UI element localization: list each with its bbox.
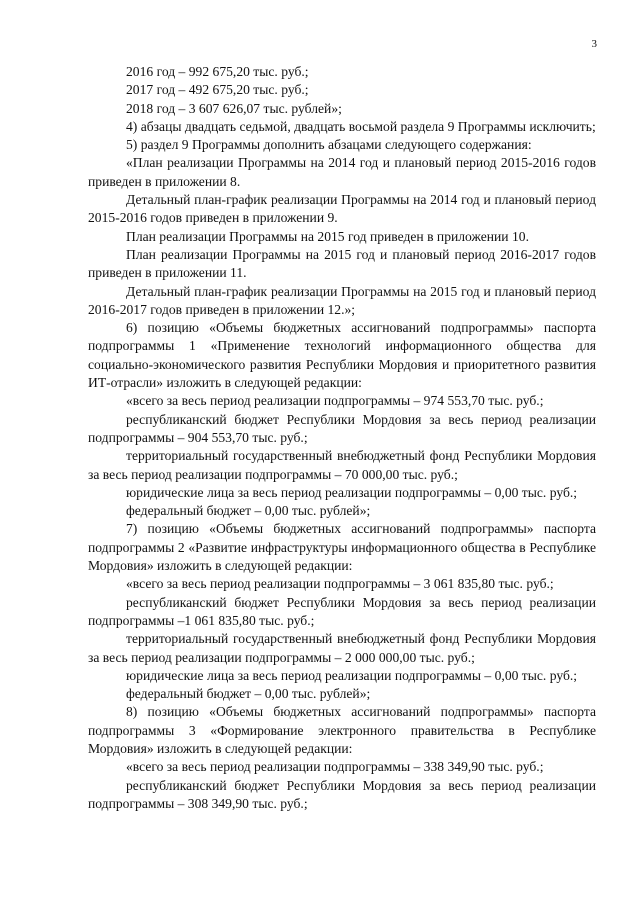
paragraph: 4) абзацы двадцать седьмой, двадцать восьмой раздела 9 Программы исключить; [126, 118, 596, 134]
paragraph: План реализации Программы на 2015 год приведен в приложении 10. [126, 228, 529, 244]
paragraph: «всего за весь период реализации подпрограммы – 974 553,70 тыс. руб.; [126, 393, 544, 409]
paragraph: «всего за весь период реализации подпрограммы – 3 061 835,80 тыс. руб.; [126, 576, 554, 592]
paragraph: территориальный государственный внебюджетный фонд Республики Мордовия за весь период реализации подпрограммы – 2 000 000,00 тыс. руб.; [88, 631, 596, 665]
paragraph: 2016 год – 992 675,20 тыс. руб.; [126, 64, 309, 79]
paragraph: 2018 год – 3 607 626,07 тыс. рублей»; [126, 100, 342, 116]
paragraph: 8) позицию «Объемы бюджетных ассигнований подпрограммы» паспорта подпрограммы 3 «Формирование электронного правительства в Республике Мордовия» изложить в следующей редакции: [88, 704, 596, 756]
page-number: 3 [591, 38, 597, 50]
paragraph: «План реализации Программы на 2014 год и плановый период 2015-2016 годов приведен в приложении 8. [88, 155, 596, 189]
paragraph: федеральный бюджет – 0,00 тыс. рублей»; [126, 686, 371, 702]
paragraph: План реализации Программы на 2015 год и плановый период 2016-2017 годов приведен в приложении 11. [88, 246, 596, 281]
paragraph: республиканский бюджет Республики Мордовия за весь период реализации подпрограммы – 904 553,70 тыс. руб.; [88, 411, 596, 445]
paragraph: территориальный государственный внебюджетный фонд Республики Мордовия за весь период реализации подпрограммы – 70 000,00 тыс. руб.; [88, 448, 596, 482]
paragraph: юридические лица за весь период реализации подпрограммы – 0,00 тыс. руб.; [126, 667, 578, 683]
paragraph: республиканский бюджет Республики Мордовия за весь период реализации подпрограммы –1 061 835,80 тыс. руб.; [88, 594, 596, 628]
paragraph: «всего за весь период реализации подпрограммы – 338 349,90 тыс. руб.; [126, 759, 544, 775]
paragraph: Детальный план-график реализации Программы на 2014 год и плановый период 2015-2016 годов приведен в приложении 9. [88, 192, 596, 226]
document-body [88, 63, 596, 813]
paragraph: 2017 год – 492 675,20 тыс. руб.; [126, 82, 309, 98]
paragraph: 5) раздел 9 Программы дополнить абзацами следующего содержания: [126, 137, 532, 153]
paragraph: республиканский бюджет Республики Мордовия за весь период реализации подпрограммы – 308 349,90 тыс. руб.; [88, 777, 596, 811]
paragraph: 7) позицию «Объемы бюджетных ассигнований подпрограммы» паспорта подпрограммы 2 «Развитие инфраструктуры информационного общества в Республике Мордовия» изложить в следующей редакции: [88, 521, 596, 574]
paragraph: 6) позицию «Объемы бюджетных ассигнований подпрограммы» паспорта подпрограммы 1 «Применение технологий информационного общества для социально-экономического развития Республики Мордовия и приоритетного развития ИТ-отрасли» изложить в следующей редакции: [88, 320, 596, 391]
paragraph: юридические лица за весь период реализации подпрограммы – 0,00 тыс. руб.; [126, 484, 578, 500]
paragraph: Детальный план-график реализации Программы на 2015 год и плановый период 2016-2017 годов приведен в приложении 12.»; [88, 283, 596, 317]
paragraph: федеральный бюджет – 0,00 тыс. рублей»; [126, 503, 371, 519]
